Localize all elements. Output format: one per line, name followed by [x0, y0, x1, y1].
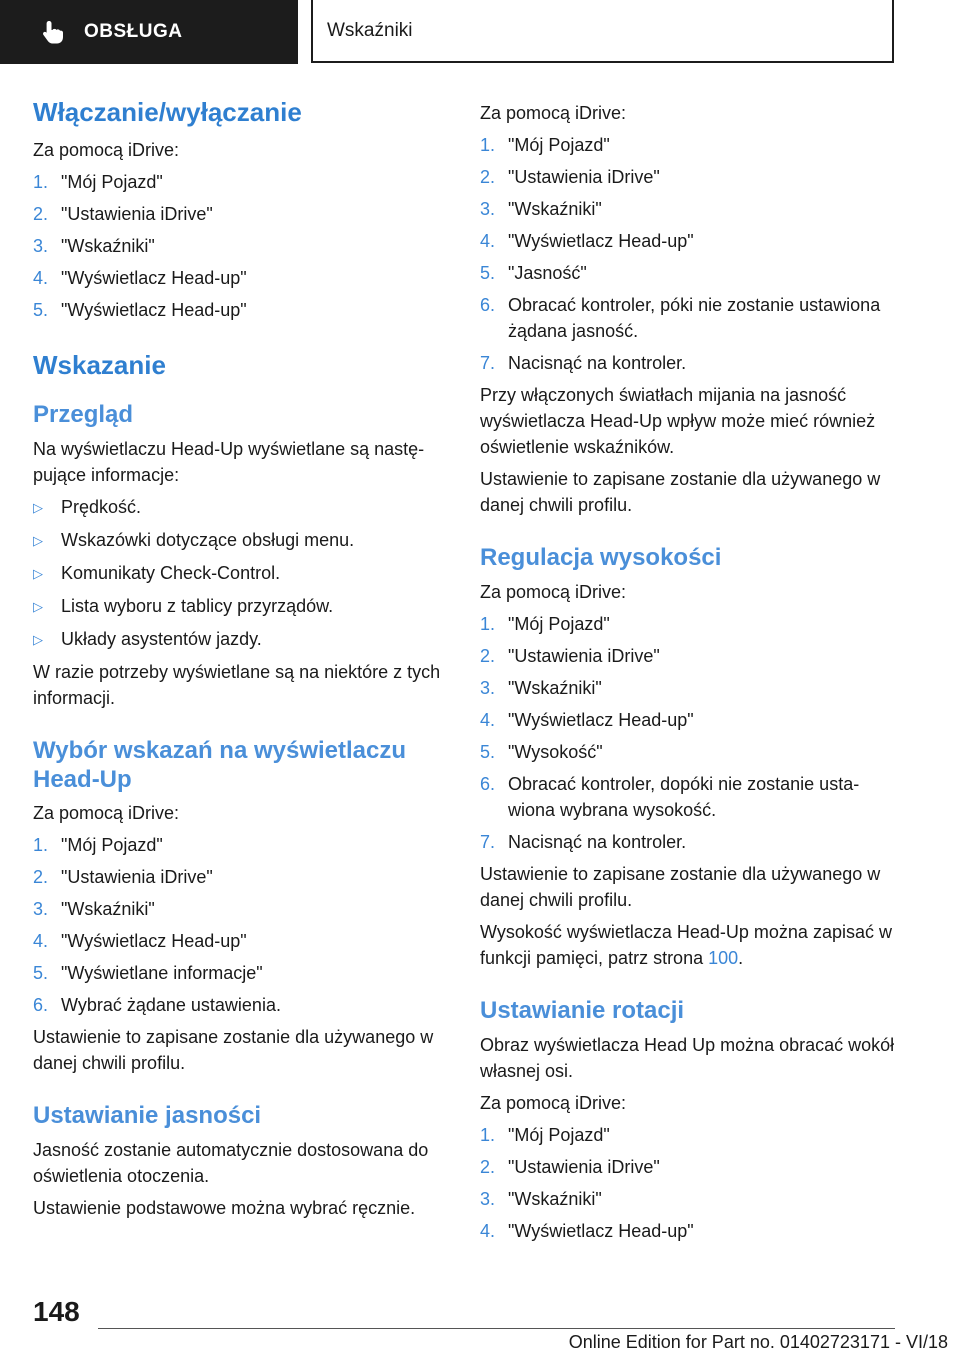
list-item: 1. "Mój Pojazd"	[480, 613, 610, 634]
right-column	[480, 100, 900, 1250]
list-item: 4. "Wyświetlacz Head-up"	[480, 709, 694, 730]
triangle-bullet-icon: ▷	[33, 598, 43, 614]
list-item: 1. "Mój Pojazd"	[480, 135, 610, 155]
list-item: 7. Nacisnąć na kontroler.	[480, 353, 687, 373]
list-item: 5. "Wyświetlane informacje"	[33, 963, 263, 984]
wysokosc-note: Ustawienie to zapisane zostanie dla używanego w danej chwili profilu.	[480, 863, 881, 910]
list-item: ▷ Prędkość.	[33, 494, 448, 521]
chapter-tab-label: Wskaźniki	[327, 19, 413, 41]
list-item: ▷ Lista wyboru z tablicy przyrządów.	[33, 593, 448, 620]
wysokosc-steps	[480, 611, 900, 855]
heading-wskazanie: Wskazanie	[33, 349, 166, 380]
jasnosc-text-2: Ustawienie podstawowe można wybrać ręcznie.	[33, 1198, 416, 1219]
rotacja-steps	[480, 1122, 900, 1244]
jasnosc-note: Przy włączonych światłach mijania na jasność wyświetlacza Head-Up wpływ może mieć również oświetlenie wskaźników.	[480, 385, 876, 457]
jasnosc-text: Jasność zostanie automatycznie dostosowana do oświetlenia otoczenia.	[33, 1140, 429, 1187]
wysokosc-memory-text: Wysokość wyświetlacza Head-Up można zapisać w funkcji pamięci, patrz strona 100.	[480, 921, 892, 968]
rotacja-text: Obraz wyświetlacza Head Up można obracać wokół własnej osi.	[480, 1034, 895, 1081]
left-column	[33, 96, 448, 1227]
heading-rotacja: Ustawianie rotacji	[480, 996, 685, 1024]
onoff-steps	[33, 169, 448, 323]
list-item: 2. "Ustawienia iDrive"	[33, 203, 213, 224]
edition-note: Online Edition for Part no. 01402723171 - VI/18	[568, 1332, 948, 1352]
list-item: 3. "Wskaźniki"	[480, 1188, 602, 1209]
przeglad-note: W razie potrzeby wyświetlane są na niektóre z tych informacji.	[33, 661, 441, 708]
triangle-bullet-icon: ▷	[33, 499, 43, 515]
list-item: 6. Obracać kontroler, dopóki nie zostanie ustawiona wybrana wysokość.	[480, 773, 860, 820]
heading-wysokosc: Regulacja wysokości	[480, 544, 722, 571]
jasnosc-steps	[480, 132, 900, 376]
list-item: ▷ Wskazówki dotyczące obsługi menu.	[33, 527, 448, 554]
list-item: 6. Obracać kontroler, póki nie zostanie ustawiona żądana jasność.	[480, 295, 881, 341]
jasnosc-note-2: Ustawienie to zapisane zostanie dla używanego w danej chwili profilu.	[480, 469, 881, 515]
list-item: 5. "Wysokość"	[480, 741, 603, 762]
list-item: 1. "Mój Pojazd"	[480, 1124, 610, 1145]
przeglad-bullets	[33, 494, 448, 653]
list-item: 2. "Ustawienia iDrive"	[480, 1156, 660, 1177]
page-number: 148	[33, 1296, 80, 1327]
list-item: 3. "Wskaźniki"	[33, 899, 155, 920]
list-item: 5. "Wyświetlacz Head-up"	[33, 299, 247, 320]
list-item: 1. "Mój Pojazd"	[33, 171, 163, 192]
page-reference-link[interactable]: 100	[708, 947, 739, 968]
rotacja-intro: Za pomocą iDrive:	[480, 1092, 627, 1113]
list-item: 7. Nacisnąć na kontroler.	[480, 831, 687, 852]
list-item: 2. "Ustawienia iDrive"	[33, 867, 213, 888]
heading-onoff: Włączanie/wyłączanie	[33, 97, 302, 127]
list-item: 4. "Wyświetlacz Head-up"	[33, 267, 247, 288]
list-item: 4. "Wyświetlacz Head-up"	[480, 1220, 694, 1241]
heading-jasnosc: Ustawianie jasności	[33, 1102, 262, 1130]
triangle-bullet-icon: ▷	[33, 631, 43, 647]
przeglad-text: Na wyświetlaczu Head-Up wyświetlane są następujące informacje:	[33, 438, 425, 485]
hand-pointer-icon	[40, 19, 66, 45]
section-tab-label: OBSŁUGA	[84, 21, 183, 42]
wysokosc-intro: Za pomocą iDrive:	[480, 581, 627, 602]
list-item: 3. "Wskaźniki"	[480, 677, 602, 698]
wybor-intro: Za pomocą iDrive:	[33, 803, 180, 824]
list-item: ▷ Układy asystentów jazdy.	[33, 626, 448, 653]
list-item: 4. "Wyświetlacz Head-up"	[33, 931, 247, 952]
list-item: 5. "Jasność"	[480, 263, 587, 283]
jasnosc-intro: Za pomocą iDrive:	[480, 103, 627, 123]
list-item: 3. "Wskaźniki"	[33, 235, 155, 256]
page-header	[0, 0, 960, 66]
list-item: 2. "Ustawienia iDrive"	[480, 167, 660, 187]
footer-divider	[98, 1328, 895, 1329]
list-item: ▷ Komunikaty Check-Control.	[33, 560, 448, 587]
wybor-note: Ustawienie to zapisane zostanie dla używanego w danej chwili profilu.	[33, 1027, 434, 1074]
triangle-bullet-icon: ▷	[33, 565, 43, 581]
list-item: 4. "Wyświetlacz Head-up"	[480, 231, 694, 251]
section-tab-obsluga[interactable]	[0, 0, 298, 64]
onoff-intro: Za pomocą iDrive:	[33, 139, 180, 160]
list-item: 6. Wybrać żądane ustawienia.	[33, 995, 281, 1016]
wybor-steps	[33, 832, 448, 1018]
triangle-bullet-icon: ▷	[33, 532, 43, 548]
heading-przeglad: Przegląd	[33, 401, 134, 428]
heading-wybor: Wybór wskazań na wyświetlaczu Head-Up	[33, 736, 407, 793]
list-item: 3. "Wskaźniki"	[480, 199, 602, 219]
chapter-tab-wskazniki[interactable]	[311, 0, 894, 63]
list-item: 2. "Ustawienia iDrive"	[480, 645, 660, 666]
list-item: 1. "Mój Pojazd"	[33, 835, 163, 856]
